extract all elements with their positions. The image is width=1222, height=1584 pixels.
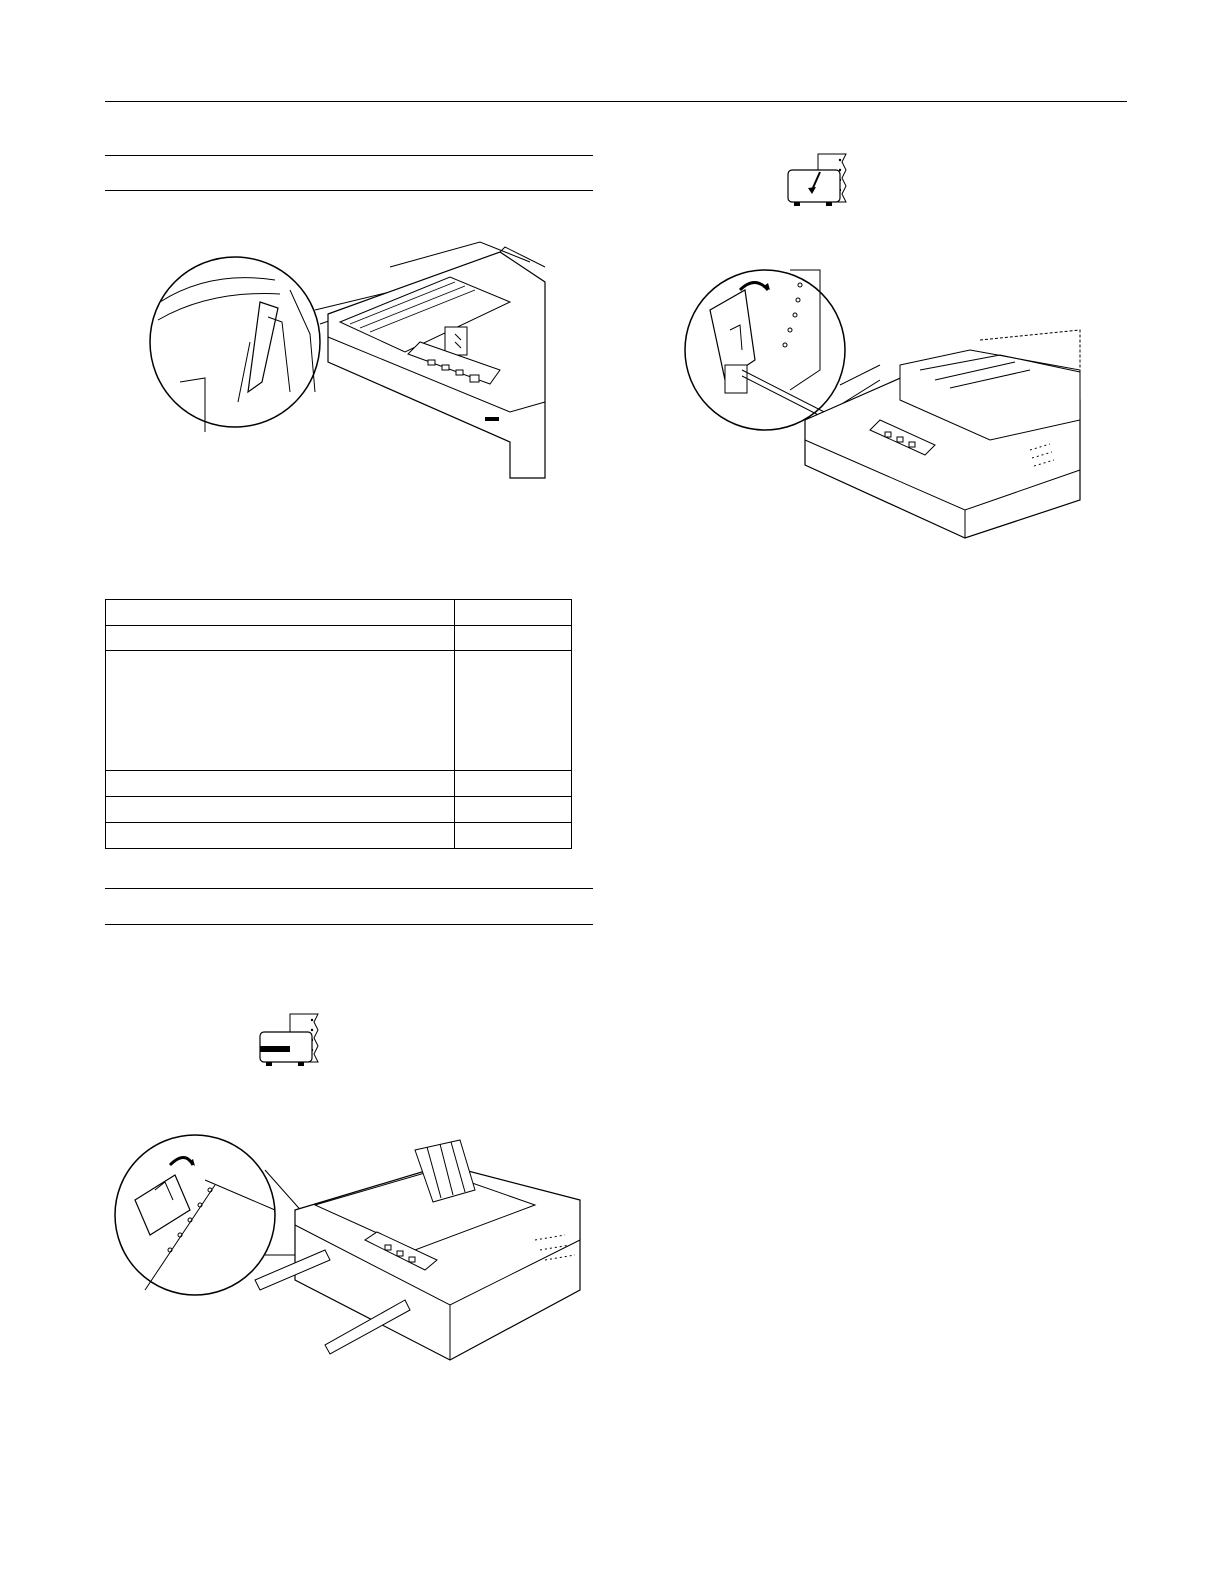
table-cell — [455, 626, 572, 651]
table-row — [106, 771, 572, 797]
table-cell — [106, 797, 455, 823]
table-cell — [106, 600, 455, 626]
table-row — [106, 797, 572, 823]
table-cell — [106, 823, 455, 849]
push-tractor-icon — [258, 1012, 330, 1068]
table-row — [106, 823, 572, 849]
section-top-rule — [105, 155, 593, 156]
push-tractor-loading-figure — [115, 1130, 585, 1360]
table-cell — [455, 823, 572, 849]
table-row — [106, 626, 572, 651]
pull-tractor-loading-figure — [680, 270, 1090, 540]
settings-table — [105, 599, 572, 849]
table-cell — [455, 600, 572, 626]
table-cell — [106, 626, 455, 651]
table-cell — [455, 651, 572, 771]
page-header-rule — [105, 101, 1127, 102]
section-top-rule — [105, 888, 593, 889]
table-row — [106, 600, 572, 626]
table-row — [106, 651, 572, 771]
pull-tractor-icon — [786, 152, 858, 208]
paper-thickness-lever-figure — [150, 242, 550, 482]
section-heading-rule — [105, 924, 593, 925]
section-heading-rule — [105, 190, 593, 191]
table-cell — [106, 651, 455, 771]
table-cell — [106, 771, 455, 797]
table-cell — [455, 797, 572, 823]
table-cell — [455, 771, 572, 797]
